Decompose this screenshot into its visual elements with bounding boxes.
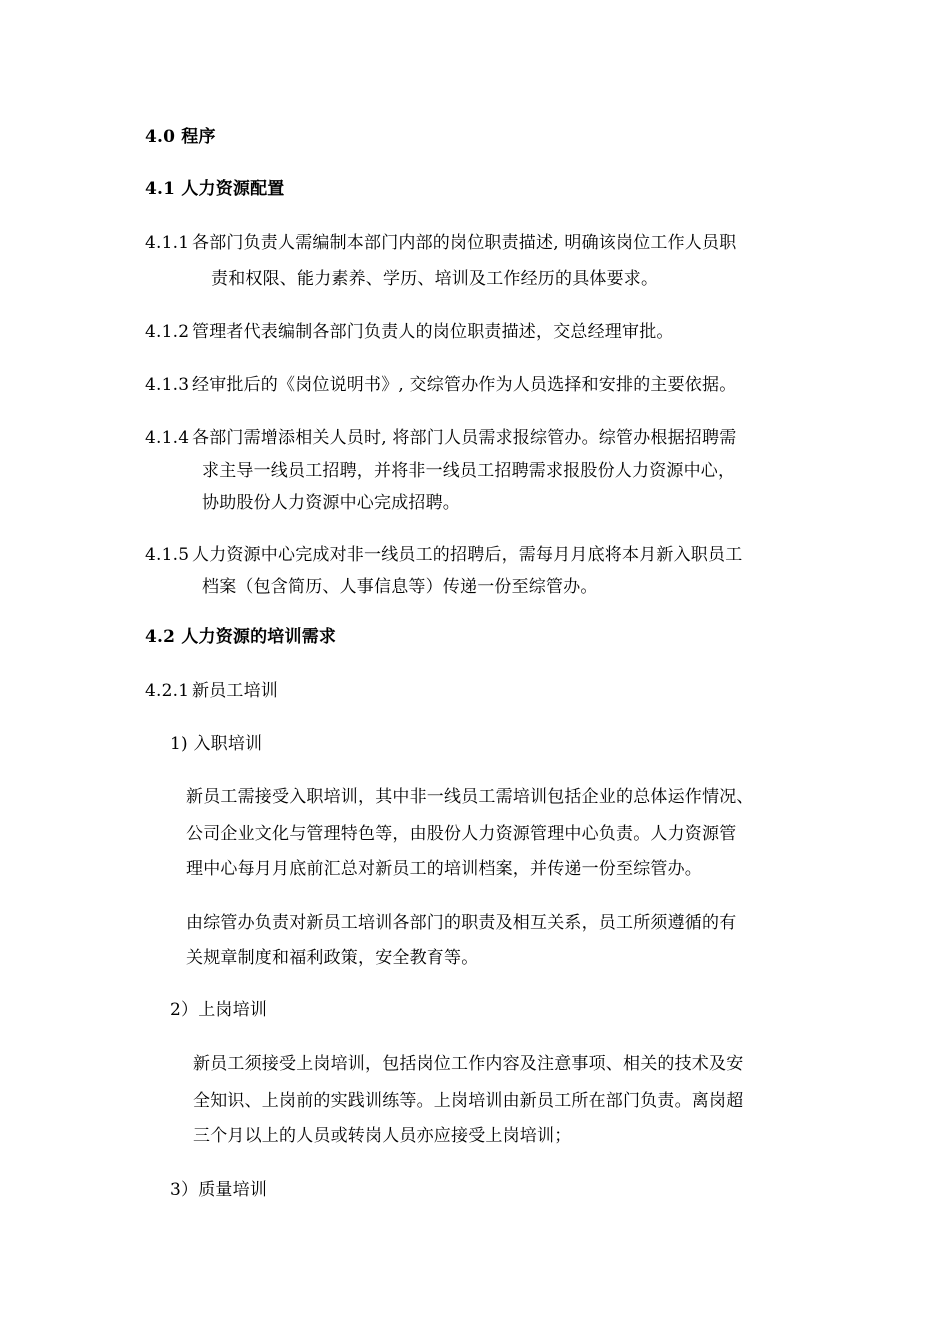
item-text-line: 人力资源中心完成对非一线员工的招聘后，需每月月底将本月新入职员工 bbox=[192, 545, 743, 565]
item-text-line: 协助股份人力资源中心完成招聘。 bbox=[202, 493, 460, 513]
paragraph-line: 新员工需接受入职培训，其中非一线员工需培训包括企业的总体运作情况、 bbox=[186, 787, 754, 807]
paragraph-line: 新员工须接受上岗培训，包括岗位工作内容及注意事项、相关的技术及安 bbox=[193, 1054, 744, 1074]
paragraph-line: 全知识、上岗前的实践训练等。上岗培训由新员工所在部门负责。离岗超 bbox=[193, 1091, 744, 1111]
subsection-title: 1) 入职培训 bbox=[170, 734, 263, 754]
item-text-line: 管理者代表编制各部门负责人的岗位职责描述，交总经理审批。 bbox=[192, 322, 674, 342]
item-number: 4.1.4 bbox=[145, 428, 190, 448]
paragraph-line: 关规章制度和福利政策，安全教育等。 bbox=[186, 948, 479, 968]
item-text-line: 经审批后的《岗位说明书》, 交综管办作为人员选择和安排的主要依据。 bbox=[192, 375, 737, 395]
item-text-line: 责和权限、能力素养、学历、培训及工作经历的具体要求。 bbox=[211, 269, 659, 289]
item-number: 4.1.3 bbox=[145, 375, 190, 395]
item-number: 4.1.1 bbox=[145, 233, 190, 253]
subsection-title: 2）上岗培训 bbox=[170, 1000, 268, 1020]
paragraph-line: 公司企业文化与管理特色等，由股份人力资源管理中心负责。人力资源管 bbox=[186, 824, 737, 844]
heading-4-0: 4.0 程序 bbox=[145, 127, 216, 147]
heading-4-1: 4.1 人力资源配置 bbox=[145, 179, 285, 199]
item-number: 4.1.2 bbox=[145, 322, 190, 342]
paragraph-line: 理中心每月月底前汇总对新员工的培训档案，并传递一份至综管办。 bbox=[186, 859, 702, 879]
paragraph-line: 三个月以上的人员或转岗人员亦应接受上岗培训； bbox=[193, 1126, 572, 1146]
heading-4-2: 4.2 人力资源的培训需求 bbox=[145, 627, 337, 647]
item-text-line: 新员工培训 bbox=[192, 681, 278, 701]
item-text-line: 档案（包含简历、人事信息等）传递一份至综管办。 bbox=[202, 577, 598, 597]
item-text-line: 求主导一线员工招聘，并将非一线员工招聘需求报股份人力资源中心， bbox=[202, 461, 736, 481]
item-text-line: 各部门负责人需编制本部门内部的岗位职责描述, 明确该岗位工作人员职 bbox=[192, 233, 737, 253]
subsection-title: 3）质量培训 bbox=[170, 1180, 268, 1200]
item-number: 4.2.1 bbox=[145, 681, 190, 701]
item-number: 4.1.5 bbox=[145, 545, 190, 565]
item-text-line: 各部门需增添相关人员时, 将部门人员需求报综管办。综管办根据招聘需 bbox=[192, 428, 737, 448]
paragraph-line: 由综管办负责对新员工培训各部门的职责及相互关系，员工所须遵循的有 bbox=[186, 913, 737, 933]
